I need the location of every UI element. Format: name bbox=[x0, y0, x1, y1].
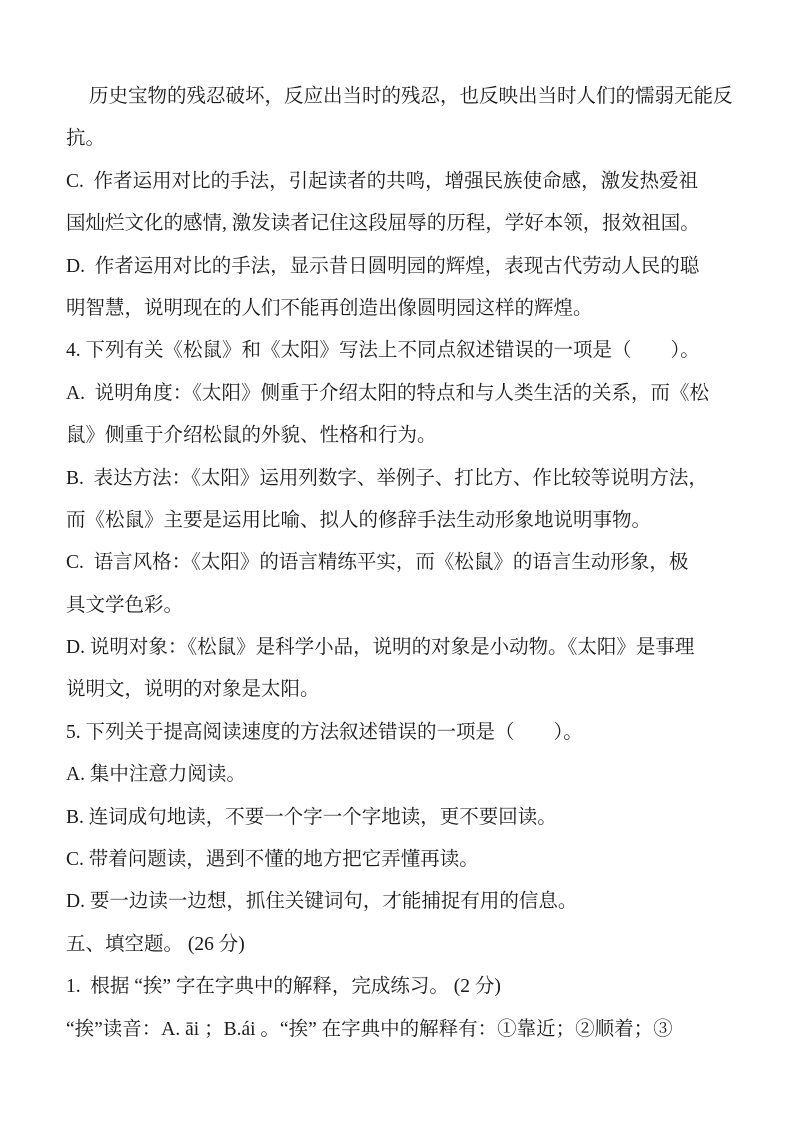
option-line-q4-c: C. 语言风格：《太阳》的语言精练平实，而《松鼠》的语言生动形象，极 bbox=[66, 552, 689, 574]
document-line: “挨”读音：A. āi ；B.ái 。“挨” 在字典中的解释有：①靠近；②顺着；③ bbox=[66, 1018, 673, 1040]
question-1-line: 1. 根据 “挨” 字在字典中的解释，完成练习。 (2 分) bbox=[66, 976, 501, 998]
option-line-q5-b: B. 连词成句地读，不要一个字一个字地读，更不要回读。 bbox=[66, 806, 557, 828]
document-line: 国灿烂文化的感情, 激发读者记住这段屈辱的历程，学好本领，报效祖国。 bbox=[66, 213, 700, 235]
option-line-q5-c: C. 带着问题读，遇到不懂的地方把它弄懂再读。 bbox=[66, 849, 479, 871]
document-line: 说明文，说明的对象是太阳。 bbox=[66, 679, 320, 701]
document-line: 而《松鼠》主要是运用比喻、拟人的修辞手法生动形象地说明事物。 bbox=[66, 509, 652, 531]
document-line: 具文学色彩。 bbox=[66, 594, 184, 616]
option-line-q4-a: A. 说明角度：《太阳》侧重于介绍太阳的特点和与人类生活的关系，而《松 bbox=[66, 382, 709, 404]
option-line-q3-d: D. 作者运用对比的手法，显示昔日圆明园的辉煌，表现古代劳动人民的聪 bbox=[66, 255, 700, 277]
question-5-line: 5. 下列关于提高阅读速度的方法叙述错误的一项是（ ）。 bbox=[66, 721, 583, 743]
option-line-q3-c: C. 作者运用对比的手法，引起读者的共鸣，增强民族使命感，激发热爱祖 bbox=[66, 170, 699, 192]
option-line-q4-d: D. 说明对象：《松鼠》是科学小品，说明的对象是小动物。《太阳》是事理 bbox=[66, 637, 695, 659]
option-line-q5-d: D. 要一边读一边想，抓住关键词句，才能捕捉有用的信息。 bbox=[66, 891, 578, 913]
option-line-q4-b: B. 表达方法：《太阳》运用列数字、举例子、打比方、作比较等说明方法， bbox=[66, 467, 708, 489]
section-heading: 五、填空题。 (26 分) bbox=[66, 933, 245, 955]
option-line-q5-a: A. 集中注意力阅读。 bbox=[66, 764, 246, 786]
document-line: 明智慧，说明现在的人们不能再创造出像圆明园这样的辉煌。 bbox=[66, 297, 593, 319]
question-4-line: 4. 下列有关《松鼠》和《太阳》写法上不同点叙述错误的一项是（ ）。 bbox=[66, 340, 700, 362]
document-line: 抗。 bbox=[66, 128, 106, 150]
document-line: 鼠》侧重于介绍松鼠的外貌、性格和行为。 bbox=[66, 425, 437, 447]
document-page bbox=[66, 76, 733, 1051]
document-line: 历史宝物的残忍破坏，反应出当时的残忍，也反映出当时人们的懦弱无能反 bbox=[89, 86, 733, 107]
